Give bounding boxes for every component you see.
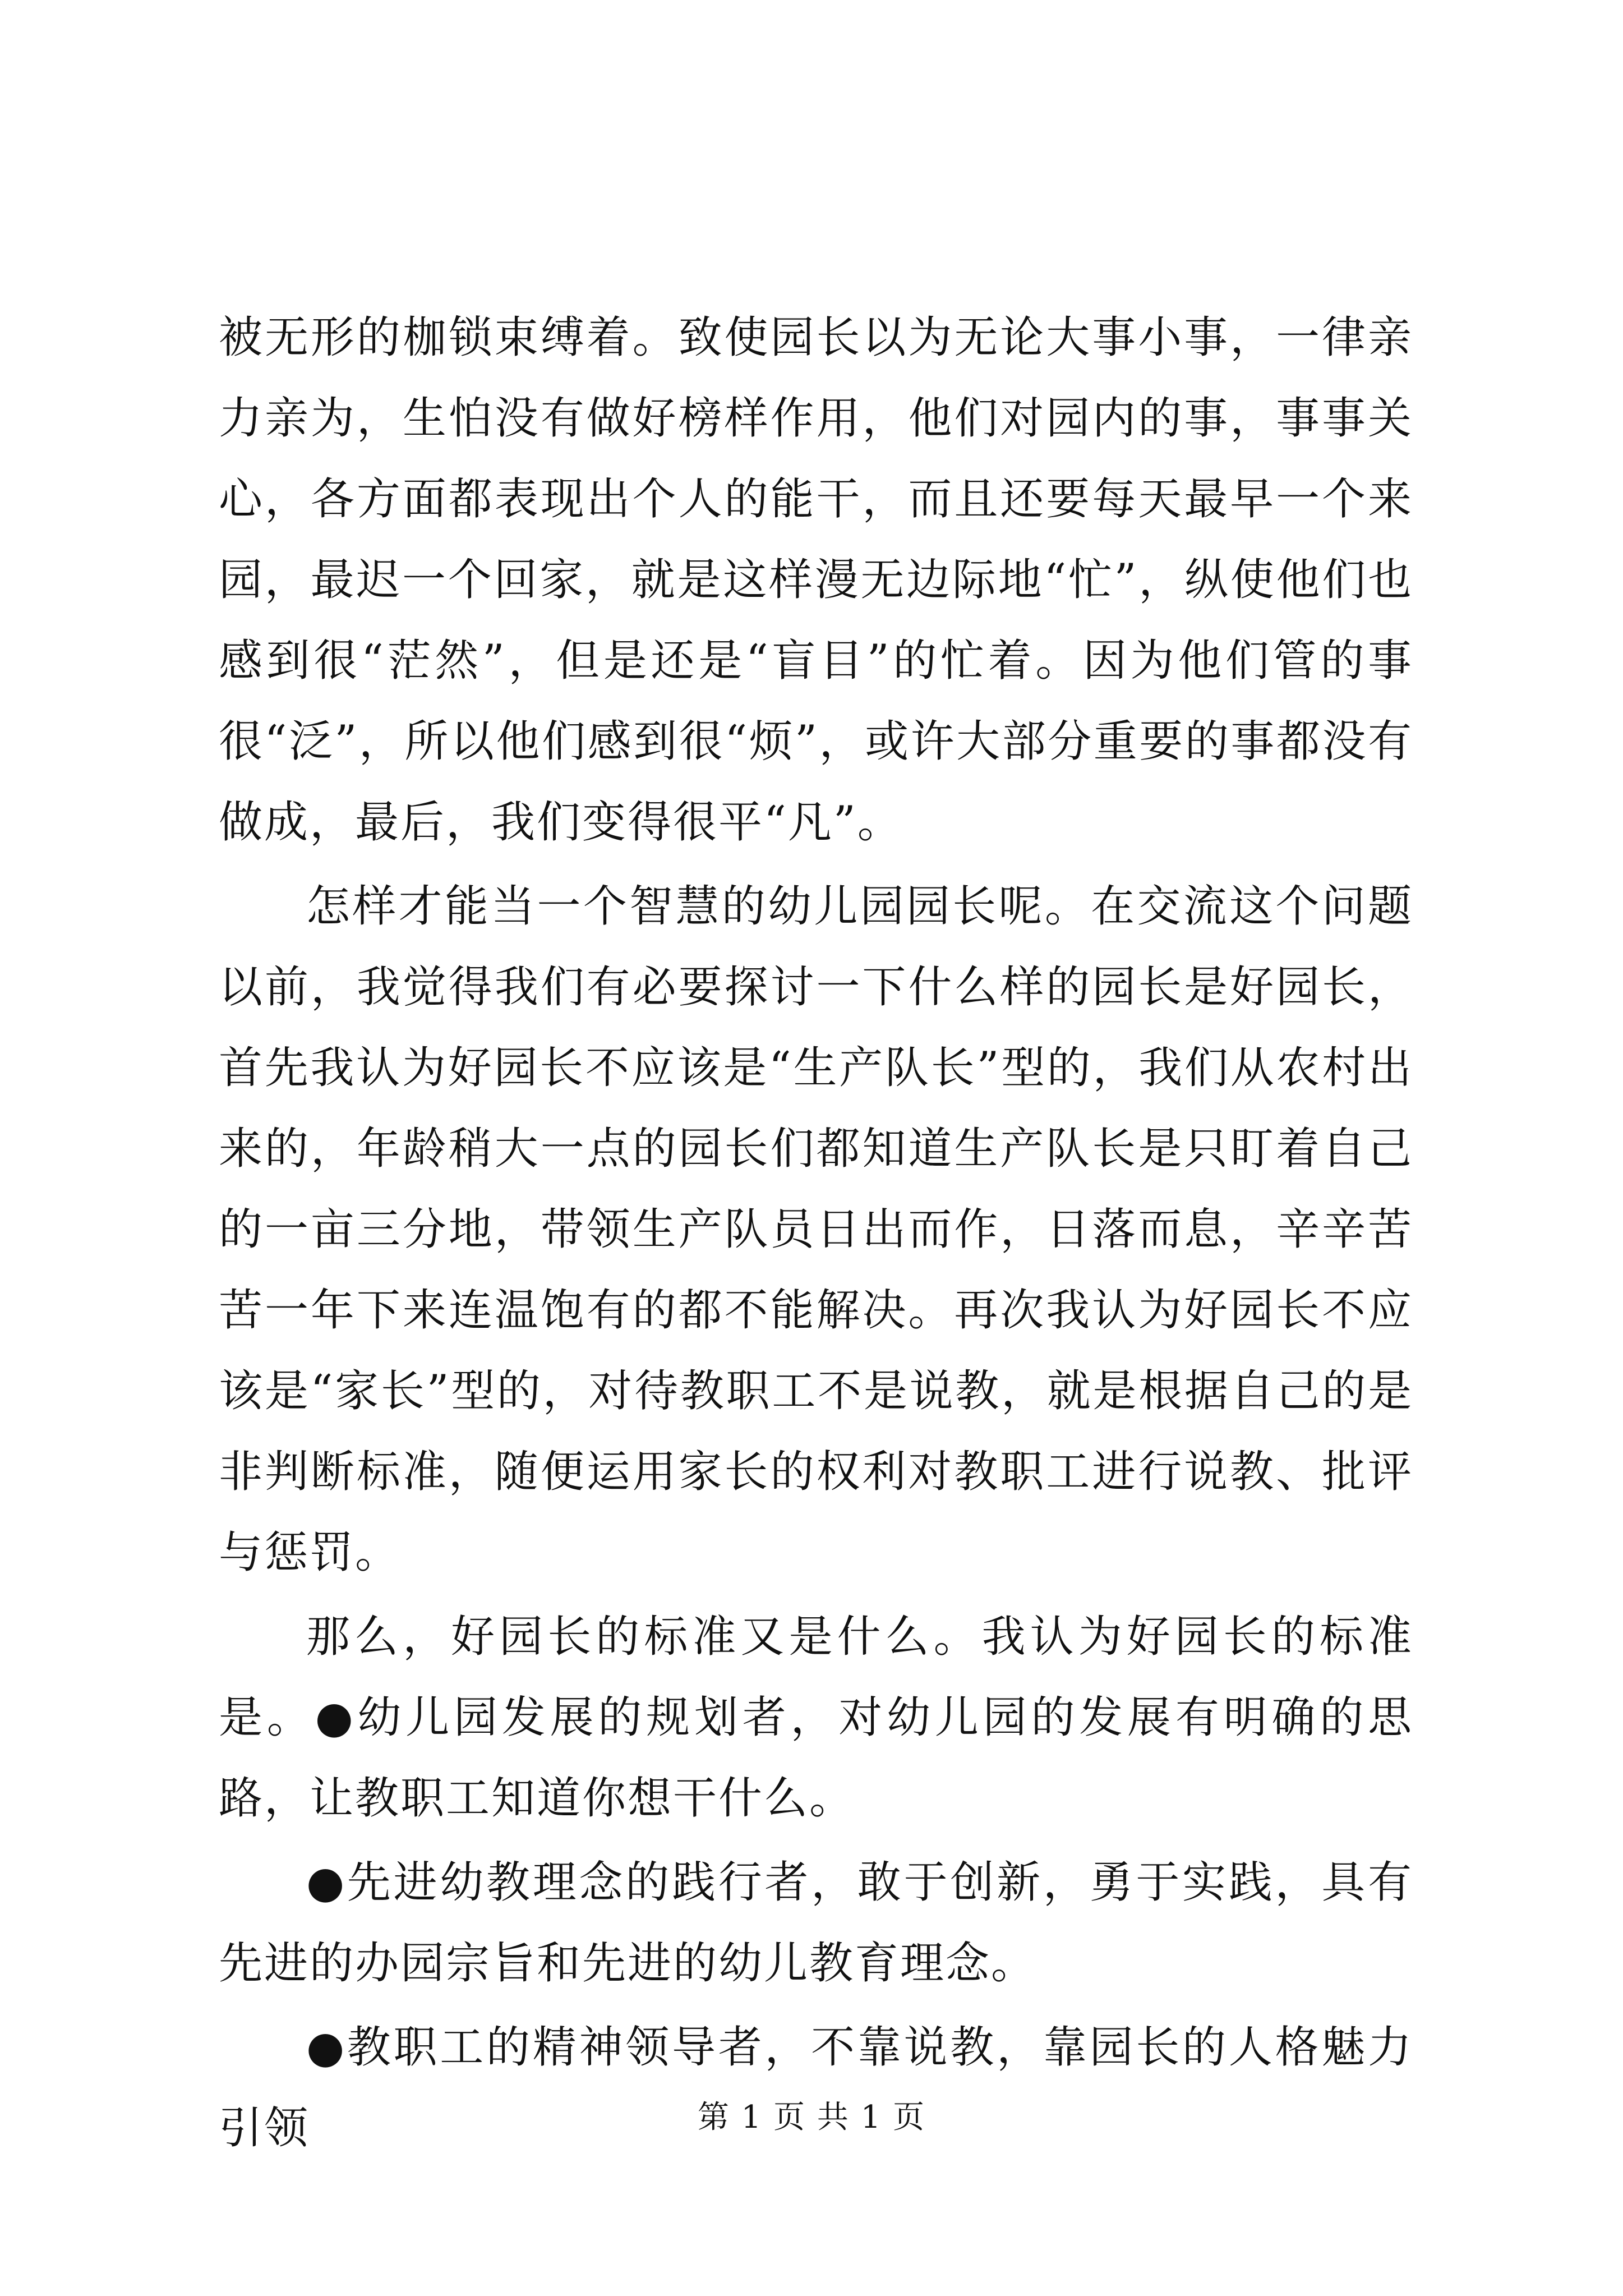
paragraph-1: 被无形的枷锁束缚着。致使园长以为无论大事小事，一律亲力亲为，生怕没有做好榜样作用，他们对园内的事，事事关心，各方面都表现出个人的能干，而且还要每天最早一个来园，最迟一个回家，就是这样漫无边际地“忙”，纵使他们也感到很“茫然”，但是还是“盲目”的忙着。因为他们管的事很“泛”，所以他们感到很“烦”，或许大部分重要的事都没有做成，最后，我们变得很平“凡”。 <box>219 312 1413 848</box>
page-footer: 第 1 页 共 1 页 <box>697 2099 926 2136</box>
paragraph-2: 怎样才能当一个智慧的幼儿园园长呢。在交流这个问题以前，我觉得我们有必要探讨一下什么样的园长是好园长，首先我认为好园长不应该是“生产队长”型的，我们从农村出来的，年龄稍大一点的园长们都知道生产队长是只盯着自己的一亩三分地，带领生产队员日出而作，日落而息，辛辛苦苦一年下来连温饱有的都不能解决。再次我认为好园长不应该是“家长”型的，对待教职工不是说教，就是根据自己的是非判断标准，随便运用家长的权利对教职工进行说教、批评与惩罚。 <box>219 881 1413 1578</box>
paragraph-3: 那么，好园长的标准又是什么。我认为好园长的标准是。●幼儿园发展的规划者，对幼儿园的发展有明确的思路，让教职工知道你想干什么。 <box>219 1612 1413 1824</box>
paragraph-4: ●先进幼教理念的践行者，敢于创新，勇于实践，具有先进的办园宗旨和先进的幼儿教育理念。 <box>219 1857 1413 1989</box>
paragraph-5: ●教职工的精神领导者，不靠说教，靠园长的人格魅力引领 <box>219 2022 1413 2154</box>
document-body <box>219 297 1413 2169</box>
